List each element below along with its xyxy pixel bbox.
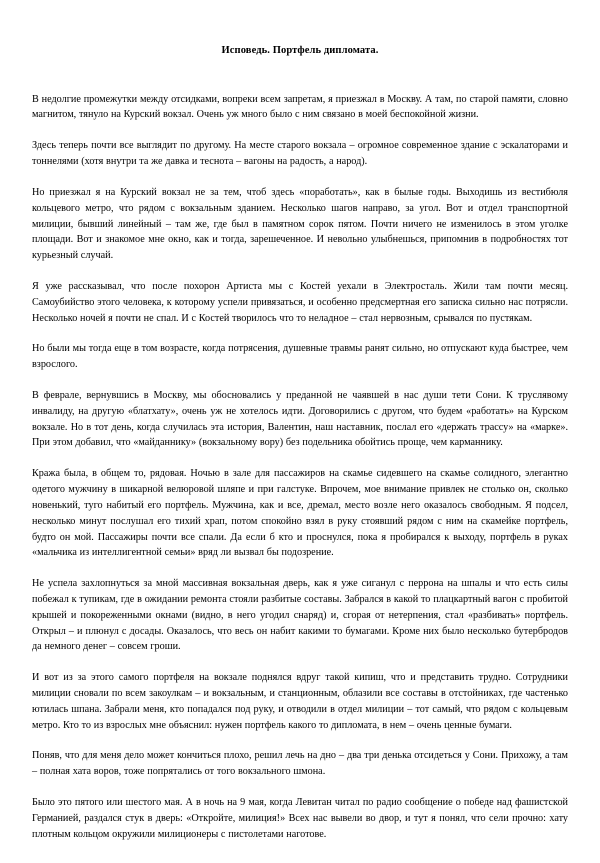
paragraph: Не успела захлопнуться за мной массивная вокзальная дверь, как я уже сиганул с перрона на шпалы и что есть силы побежал к тупикам, где в ожидании ремонта стояли разбитые составы. Забрался в какой то плацкартный вагон с пробитой крышей и покореженными окнами (видно, в него угодил снаряд) и, сгорая от нетерпения, стал «разбивать» портфель. Открыл – и плюнул с досады. Оказалось, что весь он набит какими то бумагами. Кроме них было несколько бутербродов да немного денег – совсем гроши. — [32, 578, 568, 653]
paragraph: Я уже рассказывал, что после похорон Артиста мы с Костей уехали в Электросталь. Жили там почти месяц. Самоубийство этого человека, к которому успели привязаться, и особенно предсмертная его записка сильно нас потрясли. Несколько ночей я почти не спал. И с Костей творилось что то неладное – стал нервозным, срывался по пустякам. — [32, 280, 568, 324]
page-title: Исповедь. Портфель дипломата. — [221, 45, 379, 56]
paragraph: Но были мы тогда еще в том возрасте, когда потрясения, душевные травмы ранят сильно, но отпускают куда быстрее, чем взрослого. — [32, 343, 568, 371]
paragraph: В недолгие промежутки между отсидками, вопреки всем запретам, я приезжал в Москву. А там, по старой памяти, словно магнитом, тянуло на Курский вокзал. Очень уж много было с ним связано в моей беспокойной жизни. — [32, 93, 568, 121]
paragraph: Здесь теперь почти все выглядит по другому. На месте старого вокзала – огромное современное здание с эскалаторами и тоннелями (хотя внутри та же давка и теснота – вагоны на радость, а народ). — [32, 140, 568, 168]
paragraph: Кража была, в общем то, рядовая. Ночью в зале для пассажиров на скамье сидевшего на скамье солидного, элегантно одетого мужчину в шикарной велюровой шляпе и при галстуке. Впрочем, мое внимание привлек не столько он, сколько новенький, туго набитый его портфель. Мужчина, как и все, дремал, место возле него оказалось свободным. Я подсел, несколько минут послушал его тихий храп, потом спокойно взял в руку стоявший рядом с ним на скамейке портфель, будто он мой. Пассажиры почти все спали. Да если б кто и проснулся, пока я пробирался к выходу, портфель в руках «мальчика из интеллигентной семьи» вряд ли вызвал бы подозрение. — [32, 468, 568, 559]
paragraph: Но приезжал я на Курский вокзал не за тем, чтоб здесь «поработать», как в былые годы. Выходишь из вестибюля кольцевого метро, что рядом с вокзальным зданием. Несколько шагов направо, за угол. Вот и отдел транспортной милиции, бывший линейный – там же, где был в памятном сорок пятом. Почти ничего не изменилось в этом уголке площади. Вот и знакомое мне окно, как и тогда, зарешеченное. И невольно улыбнешься, припомнив в подробностях тот курьезный случай. — [32, 186, 568, 262]
paragraph: Было это пятого или шестого мая. А в ночь на 9 мая, когда Левитан читал по радио сообщение о победе над фашистской Германией, раздался стук в дверь: «Откройте, милиция!» Всех нас вывели во двор, и тут я понял, что сели прочно: хату плотным кольцом окружили милиционеры с пистолетами наготове. — [32, 797, 568, 840]
paragraph: И вот из за этого самого портфеля на вокзале поднялся вдруг такой кипиш, что и представить трудно. Сотрудники милиции сновали по всем закоулкам – и вокзальным, и станционным, облазили все составы в отстойниках, где частенько ютилась шпана. Забрали меня, кто попадался под руку, и отводили в отдел милиции – тот самый, что рядом с кольцевым метро. Кто то из взрослых мне объяснил: нужен портфель какого то дипломата, в нем – очень ценные бумаги. — [32, 672, 568, 731]
paragraph: Поняв, что для меня дело может кончиться плохо, решил лечь на дно – два три денька отсидеться у Сони. Прихожу, а там – полная хата воров, тоже попрятались от того вокзального шмона. — [32, 750, 568, 778]
paragraph: В феврале, вернувшись в Москву, мы обосновались у преданной не чаявшей в нас души тети Сони. К труслявому инвалиду, на другую «блатхату», очень уж не хотелось идти. Договорились с другом, что будем «работать» на Курском вокзале. Но в тот день, когда случилась эта история, Валентин, наш наставник, послал его «держать трассу» на «марке». При этом добавил, что «майданнику» (вокзальному вору) без подельника обойтись проще, чем карманнику. — [32, 390, 568, 449]
